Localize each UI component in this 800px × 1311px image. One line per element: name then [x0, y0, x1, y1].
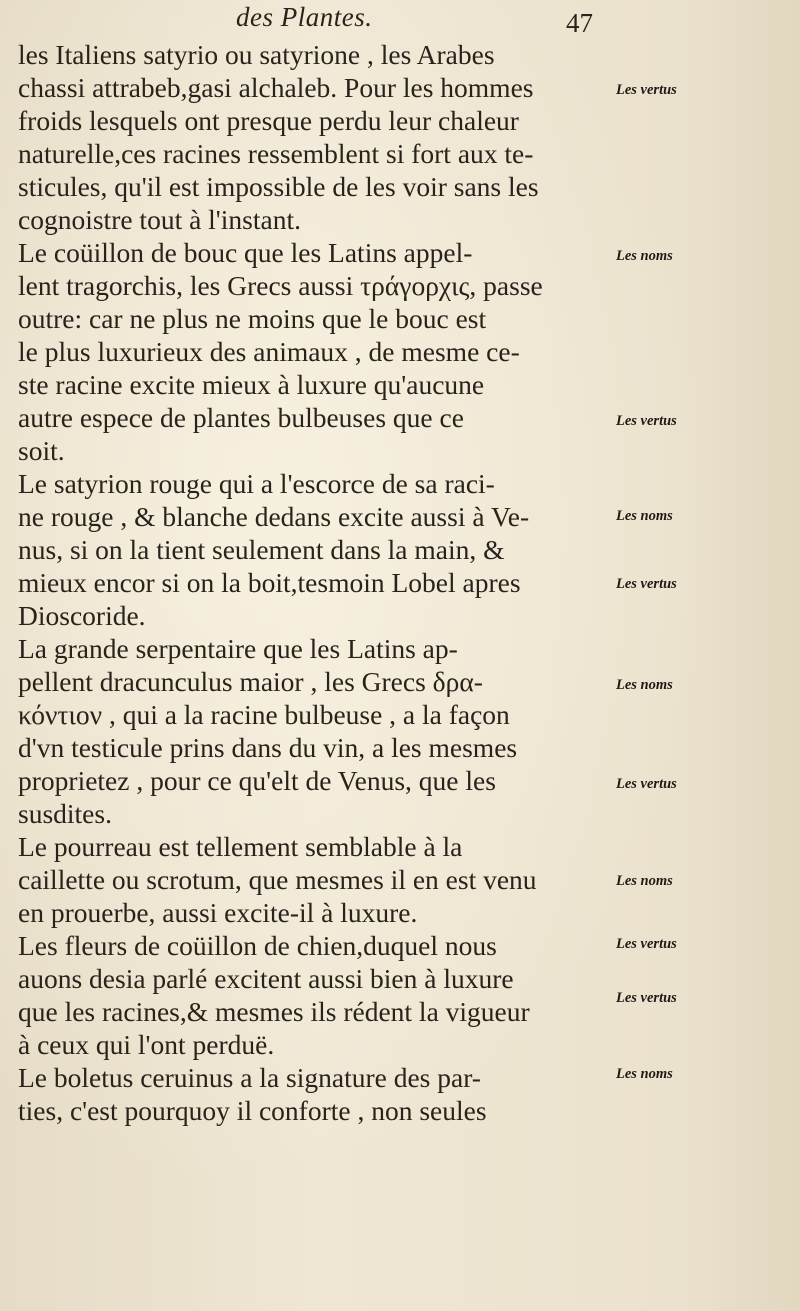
- page-header: [0, 2, 800, 38]
- text-line: mieux encor si on la boit,tesmoin Lobel apres: [18, 567, 521, 598]
- text-line: autre espece de plantes bulbeuses que ce: [18, 402, 464, 433]
- margin-note: Les noms: [616, 677, 673, 693]
- text-line: Le satyrion rouge qui a l'escorce de sa raci-: [18, 468, 495, 499]
- text-line: Les fleurs de coüillon de chien,duquel nous: [18, 930, 497, 961]
- margin-note: Les noms: [616, 1066, 673, 1082]
- margin-note: Les vertus: [616, 82, 677, 98]
- text-line: pellent dracunculus maior , les Grecs δρα-: [18, 666, 483, 697]
- text-line: Le coüillon de bouc que les Latins appel-: [18, 237, 473, 268]
- running-title: des Plantes.: [236, 2, 373, 32]
- text-line: Le pourreau est tellement semblable à la: [18, 831, 463, 862]
- text-line: ne rouge , & blanche dedans excite aussi à Ve-: [18, 501, 530, 532]
- margin-note: Les vertus: [616, 576, 677, 592]
- text-line: d'vn testicule prins dans du vin, a les mesmes: [18, 732, 518, 763]
- text-line: La grande serpentaire que les Latins ap-: [18, 633, 458, 664]
- text-line: à ceux qui l'ont perduë.: [18, 1029, 275, 1060]
- text-line: proprietez , pour ce qu'elt de Venus, que les: [18, 765, 496, 796]
- text-line: outre: car ne plus ne moins que le bouc est: [18, 303, 487, 334]
- text-line: cognoistre tout à l'instant.: [18, 204, 301, 235]
- text-line: ties, c'est pourquoy il conforte , non seules: [18, 1095, 487, 1126]
- text-line: chassi attrabeb,gasi alchaleb. Pour les hommes: [18, 72, 534, 103]
- margin-note: Les vertus: [616, 990, 677, 1006]
- margin-note: Les vertus: [616, 936, 677, 952]
- text-line: froids lesquels ont presque perdu leur chaleur: [18, 105, 519, 136]
- text-line: Le boletus ceruinus a la signature des par-: [18, 1062, 481, 1093]
- text-line: lent tragorchis, les Grecs aussi τράγορχις, passe: [18, 270, 543, 301]
- margin-note: Les vertus: [616, 776, 677, 792]
- text-line: naturelle,ces racines ressemblent si fort aux te-: [18, 138, 534, 169]
- margin-note: Les noms: [616, 248, 673, 264]
- text-line: caillette ou scrotum, que mesmes il en est venu: [18, 864, 537, 895]
- text-line: sticules, qu'il est impossible de les voir sans les: [18, 171, 539, 202]
- text-line: ste racine excite mieux à luxure qu'aucune: [18, 369, 485, 400]
- text-line: soit.: [18, 435, 65, 466]
- text-line: que les racines,& mesmes ils rédent la vigueur: [18, 996, 530, 1027]
- margin-note: Les noms: [616, 873, 673, 889]
- text-line: les Italiens satyrio ou satyrione , les Arabes: [18, 39, 495, 70]
- text-line: en prouerbe, aussi excite-il à luxure.: [18, 897, 418, 928]
- page-number: 47: [566, 8, 593, 38]
- text-line: κόντιον , qui a la racine bulbeuse , a la façon: [18, 699, 510, 730]
- text-line: Dioscoride.: [18, 600, 146, 631]
- text-line: susdites.: [18, 798, 112, 829]
- margin-note: Les noms: [616, 508, 673, 524]
- text-line: nus, si on la tient seulement dans la main, &: [18, 534, 505, 565]
- margin-note: Les vertus: [616, 413, 677, 429]
- text-line: auons desia parlé excitent aussi bien à luxure: [18, 963, 514, 994]
- text-line: le plus luxurieux des animaux , de mesme ce-: [18, 336, 520, 367]
